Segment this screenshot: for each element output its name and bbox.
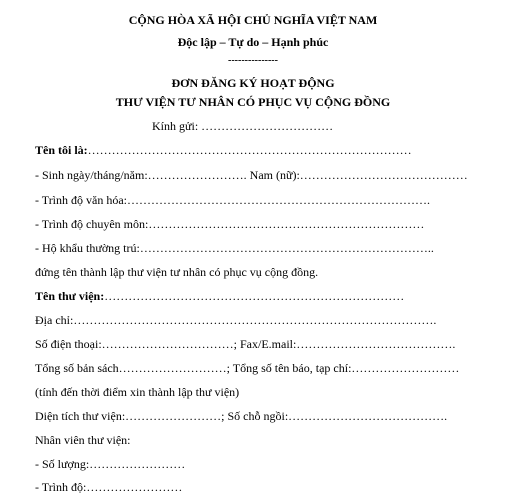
staff-level-line: - Trình độ:…………………… bbox=[35, 480, 183, 494]
education-line: - Trình độ văn hóa:…………………………………………………………………. bbox=[35, 193, 431, 207]
staff-heading: Nhân viên thư viện: bbox=[35, 433, 131, 447]
form-subtitle: THƯ VIỆN TƯ NHÂN CÓ PHỤC VỤ CỘNG ĐỒNG bbox=[115, 95, 391, 109]
library-name-blank: ………………………………………………………………… bbox=[104, 289, 405, 303]
address-line: Địa chỉ:………………………………………………………………………………. bbox=[35, 313, 437, 327]
founder-note: đứng tên thành lập thư viện tư nhân có phục vụ cộng đồng. bbox=[35, 265, 319, 279]
books-line: Tổng số bản sách………………………; Tổng số tên báo, tạp chí:……………………… bbox=[35, 361, 460, 375]
phone-line: Số điện thoại:……………………………; Fax/E.mail:…………………………………. bbox=[35, 337, 456, 351]
dob-line: - Sinh ngày/tháng/năm:……………………. Nam (nữ):…………………………………… bbox=[35, 168, 468, 182]
as-of-note: (tính đến thời điểm xin thành lập thư viện) bbox=[35, 385, 240, 399]
library-name-line bbox=[35, 289, 404, 303]
name-label: Tên tôi là: bbox=[35, 143, 88, 157]
expertise-line: - Trình độ chuyên môn:…………………………………………………………… bbox=[35, 217, 425, 231]
area-line: Diện tích thư viện:……………………; Số chỗ ngồi:…………………………………. bbox=[35, 409, 448, 423]
library-name-label: Tên thư viện: bbox=[35, 289, 105, 303]
nation-heading: CỘNG HÒA XÃ HỘI CHỦ NGHĨA VIỆT NAM bbox=[128, 13, 378, 27]
staff-count-line: - Số lượng:…………………… bbox=[35, 457, 186, 471]
name-blank: ……………………………………………………………………… bbox=[87, 143, 412, 157]
recipient-line: Kính gửi: …………………………… bbox=[152, 119, 334, 133]
residence-line: - Hộ khẩu thường trú:……………………………………………………………….. bbox=[35, 241, 434, 255]
motto: Độc lập – Tự do – Hạnh phúc bbox=[177, 35, 329, 49]
header-divider: --------------- bbox=[228, 55, 278, 66]
name-line bbox=[35, 143, 412, 157]
form-title: ĐƠN ĐĂNG KÝ HOẠT ĐỘNG bbox=[171, 76, 335, 90]
